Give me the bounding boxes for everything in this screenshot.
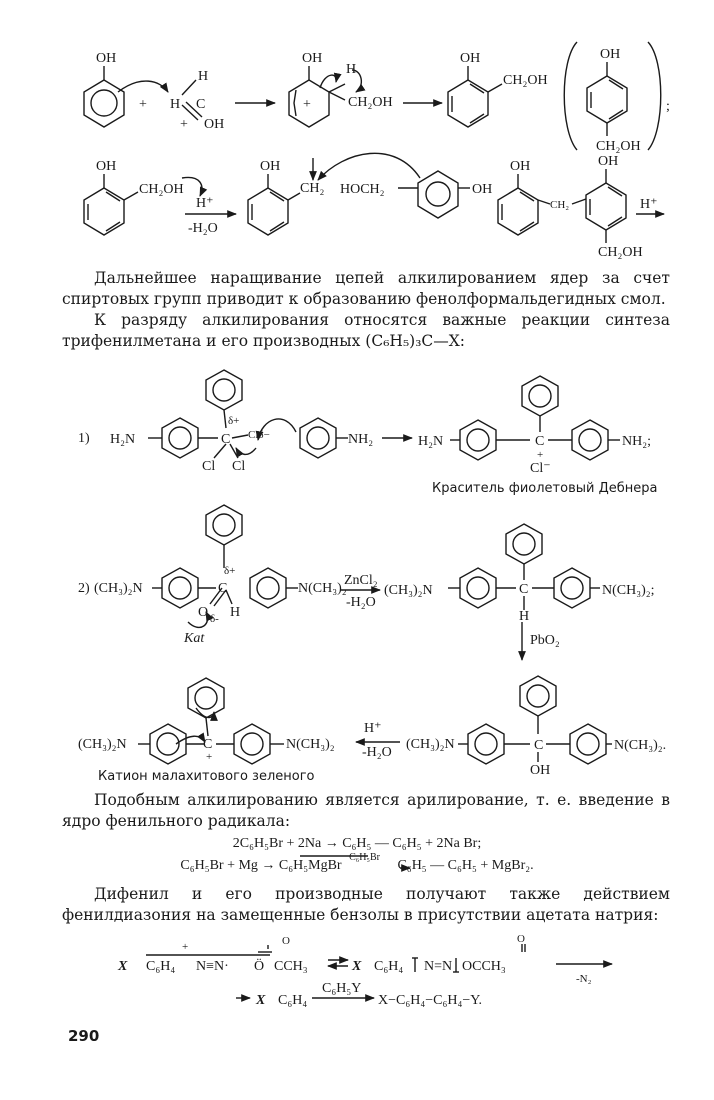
svg-text:δ+: δ+ [228, 415, 240, 427]
equation-wurtz: 2C₆H₅Br + 2Na → C₆H₅ — C₆H₅ + 2Na Br; [232, 836, 482, 851]
svg-text:(CH₃)₂N: (CH₃)₂N [406, 737, 455, 752]
svg-text:OH: OH [96, 51, 117, 66]
svg-text:X−C₆H₄−C₆H₄−Y.: X−C₆H₄−C₆H₄−Y. [378, 993, 483, 1008]
saligenin-ring [448, 66, 502, 127]
svg-text:Kat: Kat [184, 631, 205, 646]
svg-text:ZnCl₂: ZnCl₂ [344, 573, 378, 588]
page-number: 290 [68, 1027, 100, 1045]
svg-text:C₆H₄: C₆H₄ [374, 959, 404, 974]
svg-text:+: + [303, 97, 311, 112]
svg-text:1): 1) [78, 431, 90, 446]
svg-text:CH₂OH: CH₂OH [503, 73, 548, 88]
svg-text:H: H [346, 62, 357, 77]
carbinol-ring-left [458, 724, 530, 764]
svg-text:N(CH₃)₂: N(CH₃)₂ [286, 737, 335, 752]
svg-text:N(CH₃)₂: N(CH₃)₂ [298, 581, 347, 596]
equation-grignard-left: C₆H₅Br + Mg → C₆H₅MgBr [180, 858, 342, 873]
svg-text:O: O [282, 935, 290, 947]
svg-text:C: C [534, 738, 544, 753]
svg-text:Cl⁻: Cl⁻ [530, 461, 551, 476]
svg-text:+: + [206, 751, 213, 763]
paragraph-resin: Дальнейшее наращивание цепей алкилированием ядер за счет спиртовых групп приводит к образованию фенолформальдегидных смол. [62, 269, 670, 308]
doebner-ring-left [450, 420, 530, 460]
svg-text:OH: OH [260, 159, 281, 174]
svg-text:H⁺: H⁺ [364, 721, 382, 736]
svg-text:C: C [203, 737, 213, 752]
svg-text:C: C [196, 97, 206, 112]
malachite-ring-top [188, 678, 224, 736]
svg-text:C: C [535, 434, 545, 449]
arenium-ring [289, 66, 345, 127]
caption-malachite: Катион малахитового зеленого [98, 769, 315, 784]
phenol-ring-1 [84, 66, 124, 127]
benzaldehyde-ring [206, 505, 242, 568]
svg-text:H₂N: H₂N [418, 434, 444, 449]
svg-text:+: + [180, 117, 188, 132]
svg-text:-H₂O: -H₂O [346, 595, 376, 610]
doebner-ring-right [548, 420, 620, 460]
diphenylmethane-ring-left [498, 174, 550, 235]
dimethylaniline-ring-2 [250, 568, 298, 608]
svg-text:δ-: δ- [210, 613, 219, 625]
svg-text:C: C [221, 432, 231, 447]
svg-text:-H₂O: -H₂O [188, 221, 218, 236]
svg-text:;: ; [666, 99, 670, 114]
svg-text:(CH₃)₂N: (CH₃)₂N [78, 737, 127, 752]
diazonium-labels [117, 933, 592, 1008]
svg-text:Cl: Cl [202, 459, 216, 474]
svg-text:Cl: Cl [232, 459, 246, 474]
svg-text:N≡N·: N≡N· [196, 959, 229, 974]
svg-text:H⁺: H⁺ [196, 196, 214, 211]
svg-text:CH₂OH: CH₂OH [596, 139, 641, 154]
svg-text:+: + [182, 941, 189, 953]
svg-text:OH: OH [598, 154, 619, 169]
svg-text:X: X [352, 959, 362, 974]
svg-text:OCCH₃: OCCH₃ [462, 959, 506, 974]
svg-text:C: C [218, 581, 228, 596]
svg-text:OH: OH [96, 159, 117, 174]
svg-text:CCH₃: CCH₃ [274, 959, 308, 974]
svg-text:O: O [198, 605, 209, 620]
svg-text:δ+: δ+ [224, 565, 236, 577]
benzyl-cation-ring [248, 174, 300, 235]
carbinol-ring-top [520, 676, 556, 734]
svg-text:(CH₃)₂N: (CH₃)₂N [384, 583, 433, 598]
svg-text:NH₂;: NH₂; [622, 434, 651, 449]
svg-text:NH₂: NH₂ [348, 432, 374, 447]
svg-text:N=N: N=N [424, 959, 453, 974]
svg-text:OH: OH [472, 182, 493, 197]
svg-text:H₂N: H₂N [110, 432, 136, 447]
svg-text:N(CH₃)₂.: N(CH₃)₂. [614, 738, 667, 753]
svg-text:-N₂: -N₂ [576, 973, 592, 985]
svg-text:Clδ−: Clδ− [248, 429, 270, 441]
svg-text:CH₂OH: CH₂OH [348, 95, 393, 110]
svg-text:-H₂O: -H₂O [362, 745, 392, 760]
doebner-labels [78, 415, 651, 476]
svg-text:H: H [170, 97, 181, 112]
svg-text:CH₂OH: CH₂OH [598, 245, 643, 260]
svg-text:OH: OH [530, 763, 551, 778]
diphenylmethane-ring-right [572, 169, 626, 243]
aniline-ring-2 [300, 418, 348, 458]
svg-text:X: X [256, 993, 266, 1008]
svg-text:C₆H₄: C₆H₄ [278, 993, 308, 1008]
svg-text:H: H [519, 609, 530, 624]
caption-doebner: Краситель фиолетовый Дебнера [432, 481, 658, 496]
malachite-ring-right [216, 724, 284, 764]
svg-text:O: O [517, 933, 525, 945]
svg-text:CH₂: CH₂ [300, 181, 325, 196]
paragraph-triphenylmethane: К разряду алкилирования относятся важные реакции синтеза трифенилметана и его производных (C₆H₅)₃C—X: [62, 311, 670, 350]
svg-text:OH: OH [204, 117, 225, 132]
svg-text:PbO₂: PbO₂ [530, 633, 560, 648]
svg-text:C₆H₄: C₆H₄ [146, 959, 176, 974]
doebner-ring-top [522, 376, 558, 432]
leuco-ring-top [506, 524, 542, 580]
svg-text:+: + [537, 449, 544, 461]
svg-text:C: C [519, 582, 529, 597]
aniline-ring-1 [148, 418, 218, 458]
equation-grignard [0, 852, 714, 874]
svg-text:CH₂OH: CH₂OH [139, 182, 184, 197]
svg-text:(CH₃)₂N: (CH₃)₂N [94, 581, 143, 596]
svg-text:2): 2) [78, 581, 90, 596]
svg-text:CH₂: CH₂ [550, 199, 570, 211]
leuco-ring-left [448, 568, 516, 608]
carbinol-ring-right [546, 724, 612, 764]
svg-text:HOCH₂: HOCH₂ [340, 182, 385, 197]
svg-text:N(CH₃)₂;: N(CH₃)₂; [602, 583, 655, 598]
svg-text:H: H [230, 605, 241, 620]
malachite-ring-left [138, 724, 204, 764]
curved-arrow-1 [118, 81, 168, 92]
svg-text:X: X [118, 959, 128, 974]
svg-text:H: H [198, 69, 209, 84]
para-hydroxymethylphenol-ring-2 [418, 171, 470, 218]
paragraph-diazonium: Дифенил и его производные получают также действием фенилдиазония на замещенные бензолы в присутствии ацетата натрия: [62, 885, 670, 924]
equation-grignard-right: C₆H₅ — C₆H₅ + MgBr₂. [397, 858, 534, 873]
svg-text:OH: OH [460, 51, 481, 66]
dimethylaniline-ring-1 [152, 568, 216, 608]
reaction-1-labels [96, 47, 670, 154]
para-hydroxymethylphenol-ring [587, 62, 627, 136]
paragraph-arylation: Подобным алкилированию является арилирование, т. е. введение в ядро фенильного радикала: [62, 791, 670, 830]
svg-text:Ö: Ö [254, 959, 265, 974]
reaction-2-labels [96, 154, 658, 260]
svg-text:H⁺: H⁺ [640, 197, 658, 212]
svg-text:OH: OH [600, 47, 621, 62]
svg-text:OH: OH [302, 51, 323, 66]
saligenin-ring-2 [84, 174, 138, 235]
svg-text:OH: OH [510, 159, 531, 174]
svg-text:C₆H₅Y: C₆H₅Y [322, 981, 362, 996]
leuco-ring-right [532, 568, 600, 608]
svg-text:+: + [139, 97, 147, 112]
equation-grignard-arrow-label: C₆H₅Br [349, 852, 380, 863]
